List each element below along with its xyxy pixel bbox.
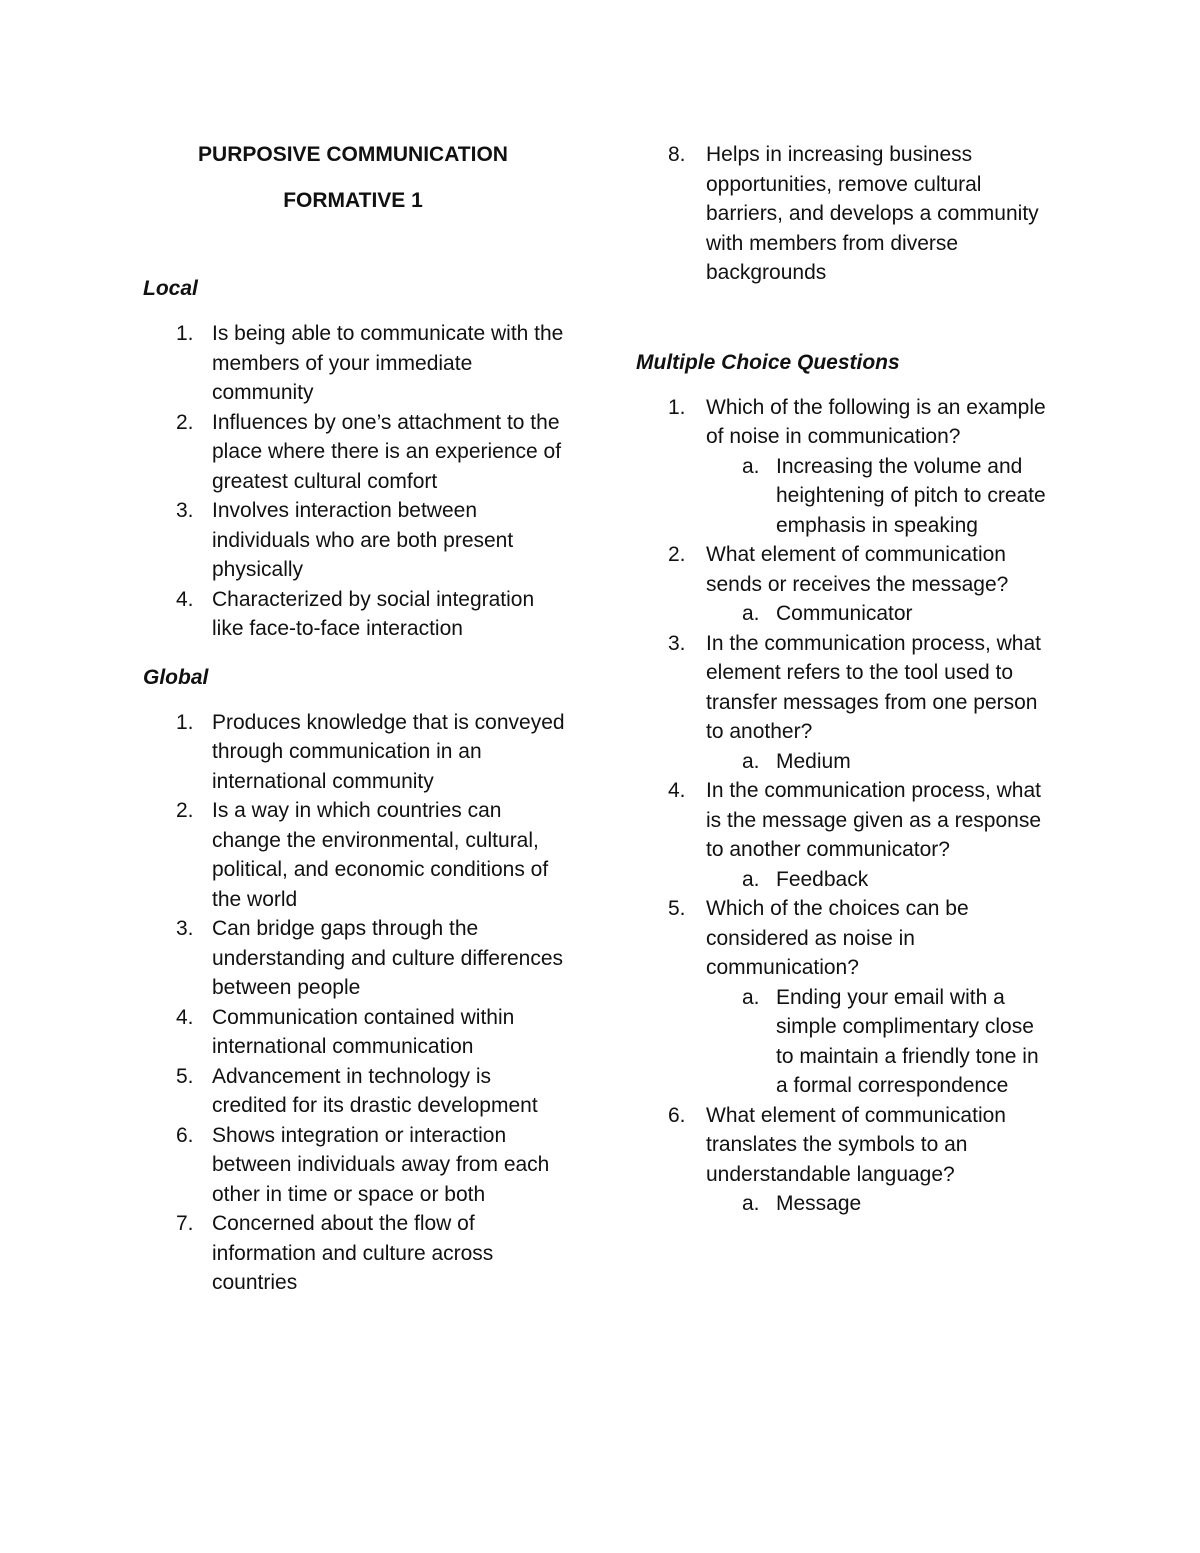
question-number: 4. xyxy=(668,779,686,802)
answer-letter: a. xyxy=(742,985,760,1009)
answer xyxy=(706,452,1051,541)
answer-letter: a. xyxy=(742,867,760,891)
global-item xyxy=(143,914,567,1003)
item-text: Shows integration or interaction between individuals away from each other in time or space or both xyxy=(212,1123,550,1206)
local-list xyxy=(143,319,583,644)
answer-text: Medium xyxy=(776,749,851,773)
item-text: Helps in increasing business opportunities, remove cultural barriers, and develops a community with members from diverse backgrounds xyxy=(706,143,1039,284)
global-item xyxy=(143,1062,567,1121)
global-item xyxy=(636,140,1051,288)
global-list xyxy=(143,708,583,1298)
item-text: Concerned about the flow of information and culture across countries xyxy=(212,1212,494,1294)
answer-text: Feedback xyxy=(776,867,869,891)
local-item xyxy=(143,319,567,408)
question-number: 6. xyxy=(668,1103,686,1127)
mcq-item xyxy=(636,1101,1051,1219)
document-title: PURPOSIVE COMMUNICATION xyxy=(198,143,508,166)
item-text: Produces knowledge that is conveyed through communication in an international community xyxy=(212,710,565,793)
question-text: In the communication process, what element refers to the tool used to transfer messages from one person to another? xyxy=(706,631,1041,743)
answer-text: Message xyxy=(776,1192,862,1215)
section-heading-local: Local xyxy=(143,277,198,300)
answer xyxy=(706,865,1051,895)
answer-letter: a. xyxy=(742,749,760,773)
global-item xyxy=(143,796,567,914)
item-number: 5. xyxy=(176,1064,194,1088)
answer-letter: a. xyxy=(742,602,760,625)
item-number: 8. xyxy=(668,143,686,166)
answer xyxy=(706,599,1051,629)
item-number: 3. xyxy=(176,917,194,940)
local-item xyxy=(143,496,567,585)
mcq-list xyxy=(636,393,1076,1219)
answer-letter: a. xyxy=(742,1192,760,1215)
question-number: 3. xyxy=(668,631,686,655)
section-heading-multiple-choice: Multiple Choice Questions xyxy=(636,350,900,374)
item-text: Can bridge gaps through the understanding and culture differences between people xyxy=(212,917,564,999)
mcq-item xyxy=(636,540,1051,629)
question-text: What element of communication sends or receives the message? xyxy=(706,543,1009,596)
document-subtitle: FORMATIVE 1 xyxy=(283,189,423,212)
question-number: 5. xyxy=(668,897,686,920)
question-text: Which of the choices can be considered as noise in communication? xyxy=(706,897,969,979)
item-number: 2. xyxy=(176,410,194,434)
answer xyxy=(706,983,1051,1101)
item-number: 1. xyxy=(176,322,194,345)
mcq-item xyxy=(636,776,1051,894)
answer-letter: a. xyxy=(742,454,760,478)
item-number: 1. xyxy=(176,710,194,734)
question-text: What element of communication translates the symbols to an understandable language? xyxy=(706,1103,1006,1186)
item-number: 3. xyxy=(176,499,194,522)
global-item xyxy=(143,1209,567,1298)
question-text: Which of the following is an example of noise in communication? xyxy=(706,395,1046,448)
item-text: Characterized by social integration like face-to-face interaction xyxy=(212,587,535,640)
question-text: In the communication process, what is the message given as a response to another communicator? xyxy=(706,779,1042,861)
question-number: 1. xyxy=(668,395,686,419)
item-number: 4. xyxy=(176,1005,194,1029)
item-text: Influences by one’s attachment to the place where there is an experience of greatest cultural comfort xyxy=(212,410,562,493)
global-item xyxy=(143,1121,567,1210)
right-column xyxy=(636,140,1076,1219)
mcq-item xyxy=(636,629,1051,777)
answer-text: Ending your email with a simple complimentary close to maintain a friendly tone in a formal correspondence xyxy=(776,985,1039,1097)
answer xyxy=(706,747,1051,777)
item-number: 4. xyxy=(176,587,194,611)
global-item xyxy=(143,1003,567,1062)
question-number: 2. xyxy=(668,543,686,566)
answer-text: Increasing the volume and heightening of pitch to create emphasis in speaking xyxy=(776,454,1046,537)
item-number: 7. xyxy=(176,1212,194,1235)
section-heading-global: Global xyxy=(143,665,209,689)
mcq-item xyxy=(636,894,1051,1101)
global-list-continued xyxy=(636,140,1076,288)
item-number: 6. xyxy=(176,1123,194,1147)
item-text: Is a way in which countries can change the environmental, cultural, political, and economic conditions of the world xyxy=(212,799,549,911)
item-number: 2. xyxy=(176,799,194,822)
local-item xyxy=(143,585,567,644)
item-text: Advancement in technology is credited for its drastic development xyxy=(212,1064,538,1117)
item-text: Is being able to communicate with the members of your immediate community xyxy=(212,322,564,404)
item-text: Involves interaction between individuals who are both present physically xyxy=(212,499,514,581)
answer-text: Communicator xyxy=(776,602,913,625)
global-item xyxy=(143,708,567,797)
answer xyxy=(706,1189,1051,1219)
left-column xyxy=(143,140,583,1298)
item-text: Communication contained within international communication xyxy=(212,1005,515,1058)
mcq-item xyxy=(636,393,1051,541)
local-item xyxy=(143,408,567,497)
